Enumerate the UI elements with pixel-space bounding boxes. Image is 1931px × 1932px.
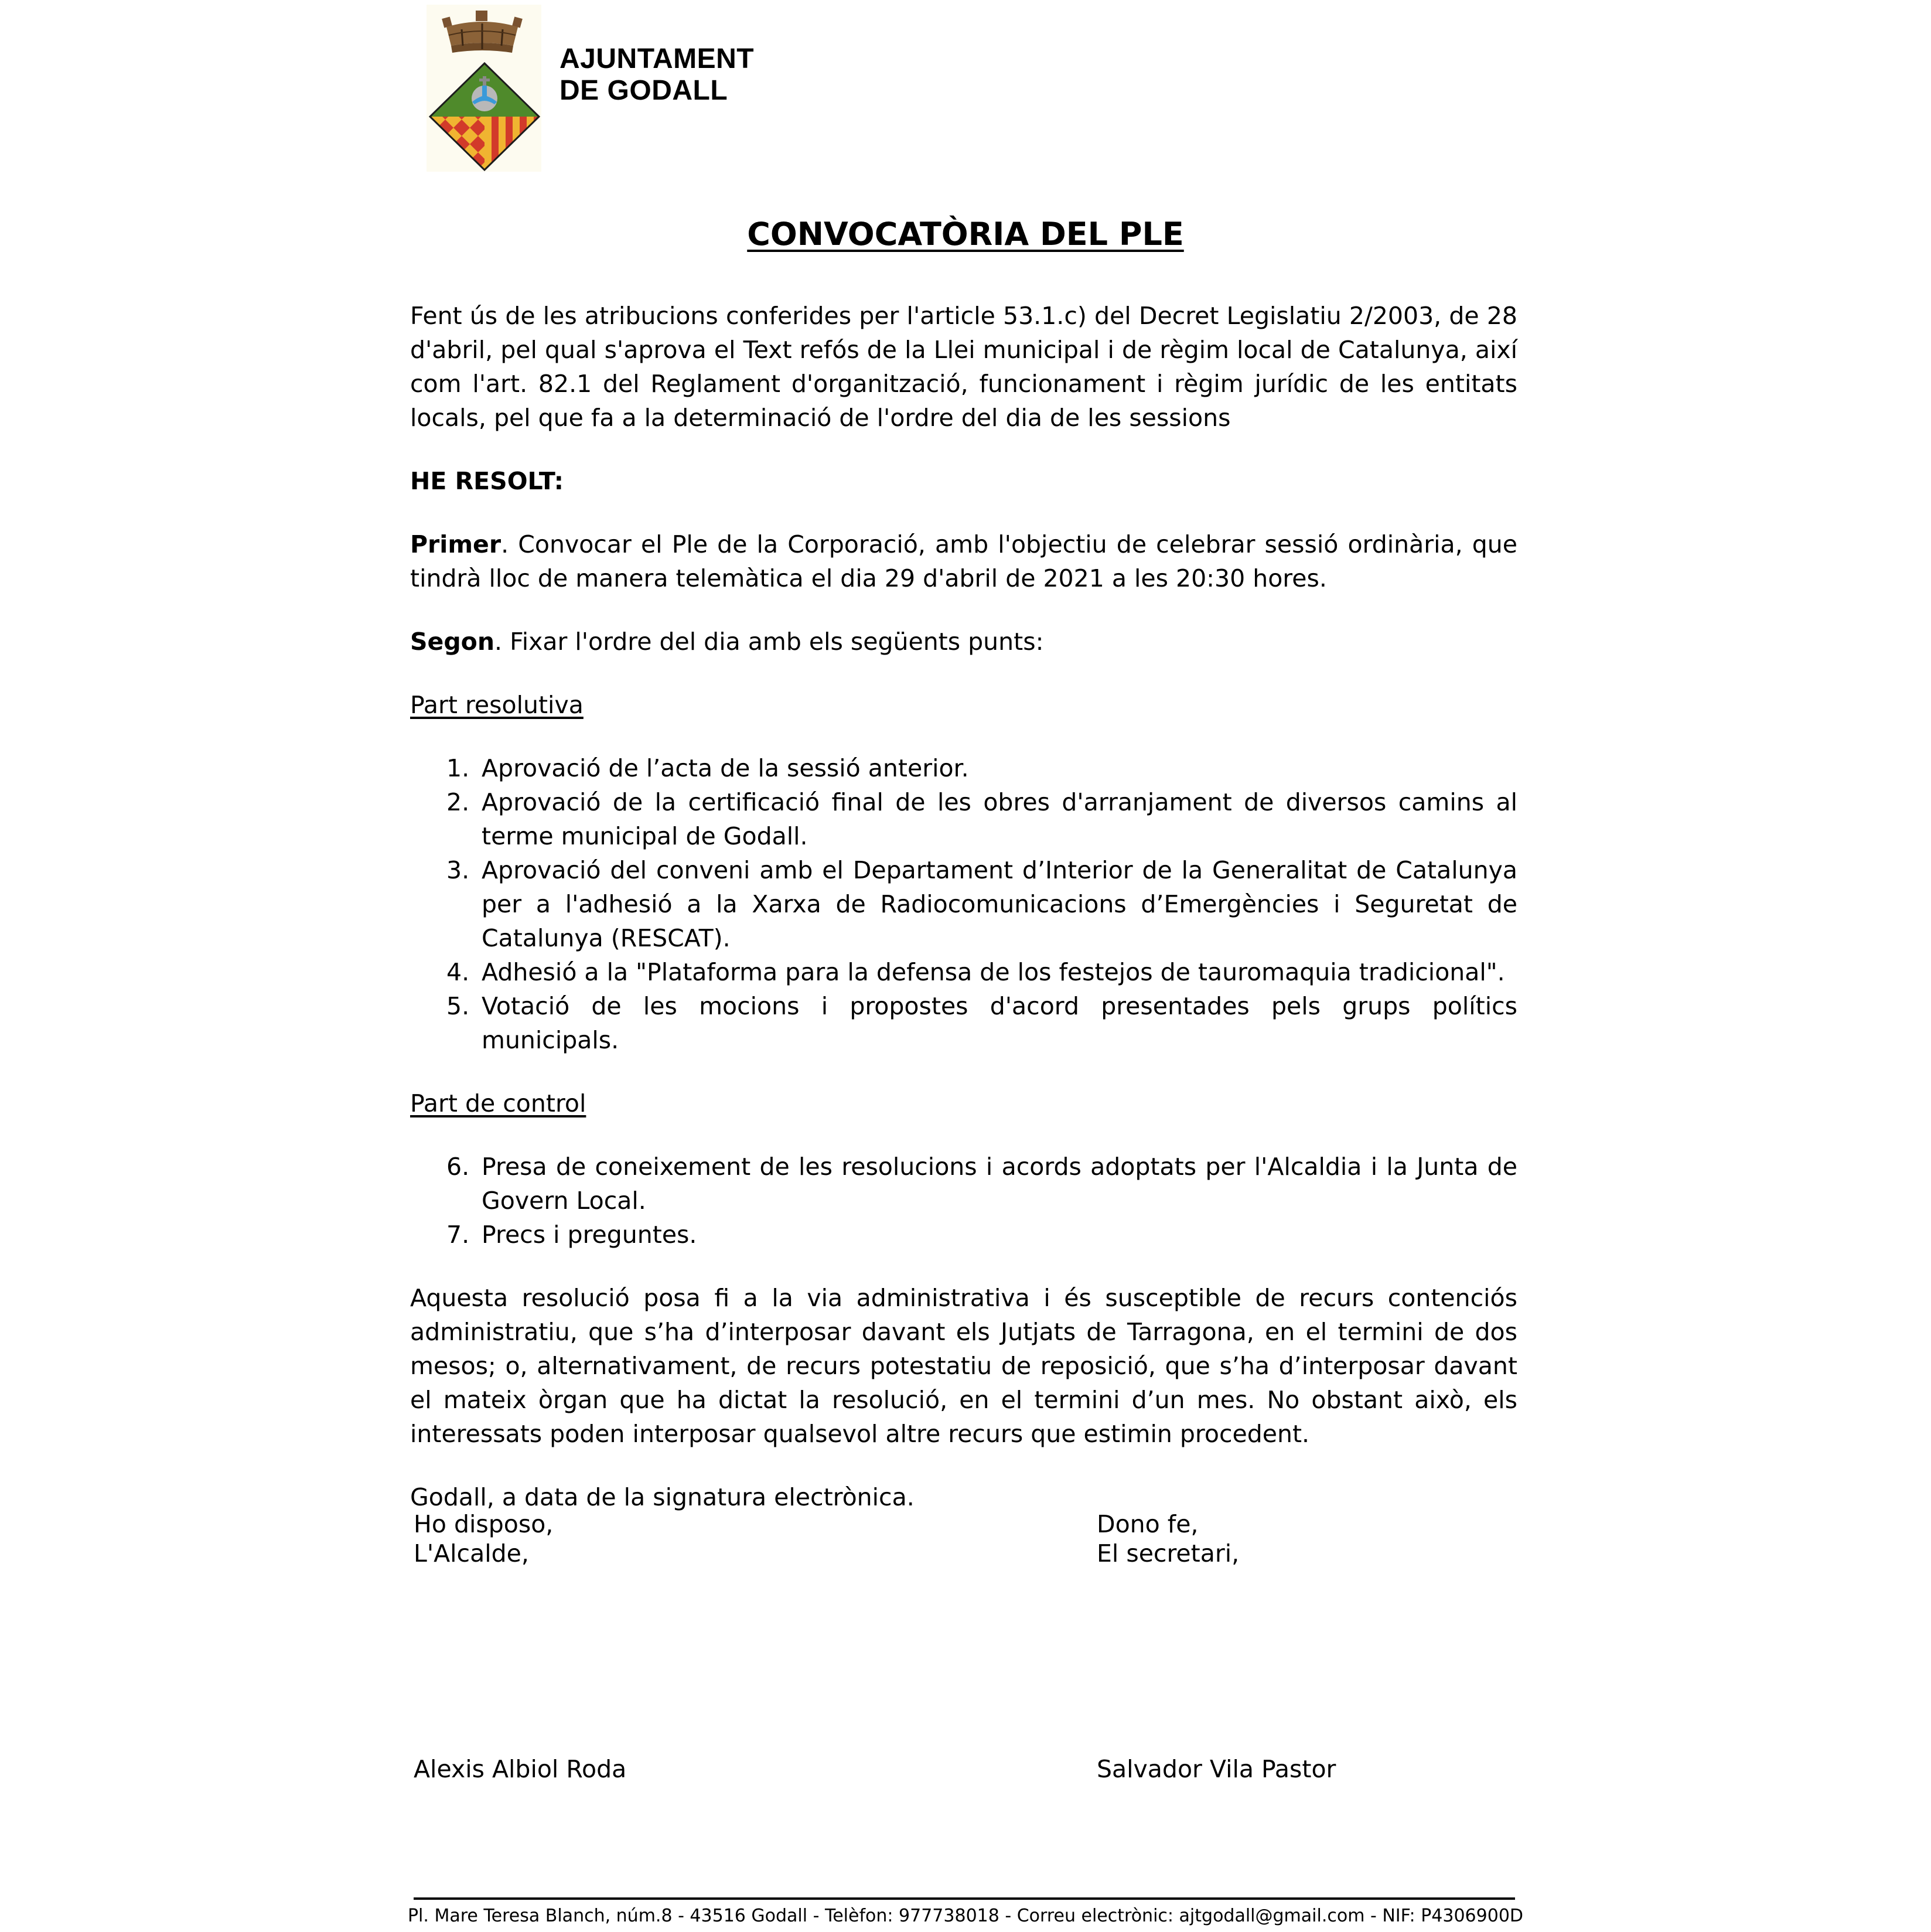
agenda-item-number: 3. [446, 856, 470, 884]
document-title: CONVOCATÒRIA DEL PLE [747, 216, 1184, 253]
footer-contact: Pl. Mare Teresa Blanch, núm.8 - 43516 Godall - Telèfon: 977738018 - Correu electrònic: ajtgodall@gmail.com - NIF: P4306900D [407, 1906, 1524, 1926]
mayor-formula: Ho disposo, [414, 1510, 554, 1538]
agenda-item [410, 785, 1517, 853]
coat-of-arms-icon [429, 62, 540, 171]
agenda-item-text: Aprovació de l’acta de la sessió anterior. [482, 754, 969, 782]
first-label: Primer [410, 530, 501, 558]
part-resolutiva-heading: Part resolutiva [410, 691, 584, 719]
agenda-item-text: Presa de coneixement de les resolucions i acords adoptats per l'Alcaldia i la Junta de Govern Local. [482, 1153, 1517, 1215]
signature-block-secretary [1097, 1510, 1239, 1568]
second-label: Segon [410, 628, 495, 656]
mayor-name: Alexis Albiol Roda [414, 1755, 627, 1783]
agenda-list-control [410, 1150, 1517, 1252]
agenda-item [410, 751, 1517, 785]
brand-line-1: AJUNTAMENT [559, 43, 755, 74]
agenda-item [410, 955, 1517, 989]
agenda-item-text: Aprovació del conveni amb el Departament d’Interior de la Generalitat de Catalunya per a l'adhesió a la Xarxa de Radiocomunicacions d’Emergències i Seguretat de Catalunya (RESCAT). [482, 856, 1517, 952]
resolved-heading: HE RESOLT: [410, 467, 564, 495]
agenda-item-number: 6. [446, 1153, 470, 1181]
first-text: . Convocar el Ple de la Corporació, amb l'objectiu de celebrar sessió ordinària, que tindrà lloc de manera telemàtica el dia 29 d'abril de 2021 a les 20:30 hores. [410, 530, 1517, 592]
agenda-item-number: 2. [446, 788, 470, 816]
secretary-role: El secretari, [1097, 1539, 1240, 1568]
municipality-brand [559, 43, 754, 107]
agenda-item-number: 4. [446, 958, 470, 986]
agenda-item [410, 853, 1517, 955]
crown-icon [438, 9, 526, 56]
agenda-item-text: Aprovació de la certificació final de les obres d'arranjament de diversos camins al terme municipal de Godall. [482, 788, 1517, 850]
agenda-item-text: Precs i preguntes. [482, 1221, 697, 1249]
agenda-item [410, 1150, 1517, 1218]
agenda-item-text: Adhesió a la "Plataforma para la defensa de los festejos de tauromaquia tradicional". [482, 958, 1505, 986]
agenda-list-resolutiva [410, 751, 1517, 1057]
part-control-heading: Part de control [410, 1089, 586, 1117]
place-date: Godall, a data de la signatura electrònica. [410, 1483, 915, 1511]
footer-divider [414, 1897, 1515, 1900]
mayor-role: L'Alcalde, [414, 1539, 529, 1568]
agenda-item [410, 989, 1517, 1057]
agenda-item-text: Votació de les mocions i propostes d'acord presentades pels grups polítics municipals. [482, 992, 1517, 1054]
document-body [410, 299, 1517, 1543]
appeal-paragraph: Aquesta resolució posa fi a la via administrativa i és susceptible de recurs contenciós administratiu, que s’ha d’interposar davant els Jutjats de Tarragona, en el termini de dos mesos; o, alternativament, de recurs potestatiu de reposició, que s’ha d’interposar davant el mateix òrgan que ha dictat la resolució, en el termini d’un mes. No obstant això, els interessats poden interposar qualsevol altre recurs que estimin procedent. [410, 1284, 1517, 1448]
signature-block-mayor [414, 1510, 553, 1568]
agenda-item-number: 5. [446, 992, 470, 1020]
agenda-item-number: 7. [446, 1221, 470, 1249]
secretary-formula: Dono fe, [1097, 1510, 1199, 1538]
brand-line-2: DE GODALL [559, 75, 728, 106]
agenda-item [410, 1218, 1517, 1252]
second-resolution [410, 625, 1517, 659]
first-resolution [410, 527, 1517, 595]
intro-paragraph: Fent ús de les atribucions conferides per l'article 53.1.c) del Decret Legislatiu 2/2003, de 28 d'abril, pel qual s'aprova el Text refós de la Llei municipal i de règim local de Catalunya, així com l'art. 82.1 del Reglament d'organització, funcionament i règim jurídic de les entitats locals, pel que fa a la determinació de l'ordre del dia de les sessions [410, 302, 1517, 432]
agenda-item-number: 1. [446, 754, 470, 782]
secretary-name: Salvador Vila Pastor [1097, 1755, 1336, 1783]
second-text: . Fixar l'ordre del dia amb els següents punts: [494, 628, 1044, 656]
